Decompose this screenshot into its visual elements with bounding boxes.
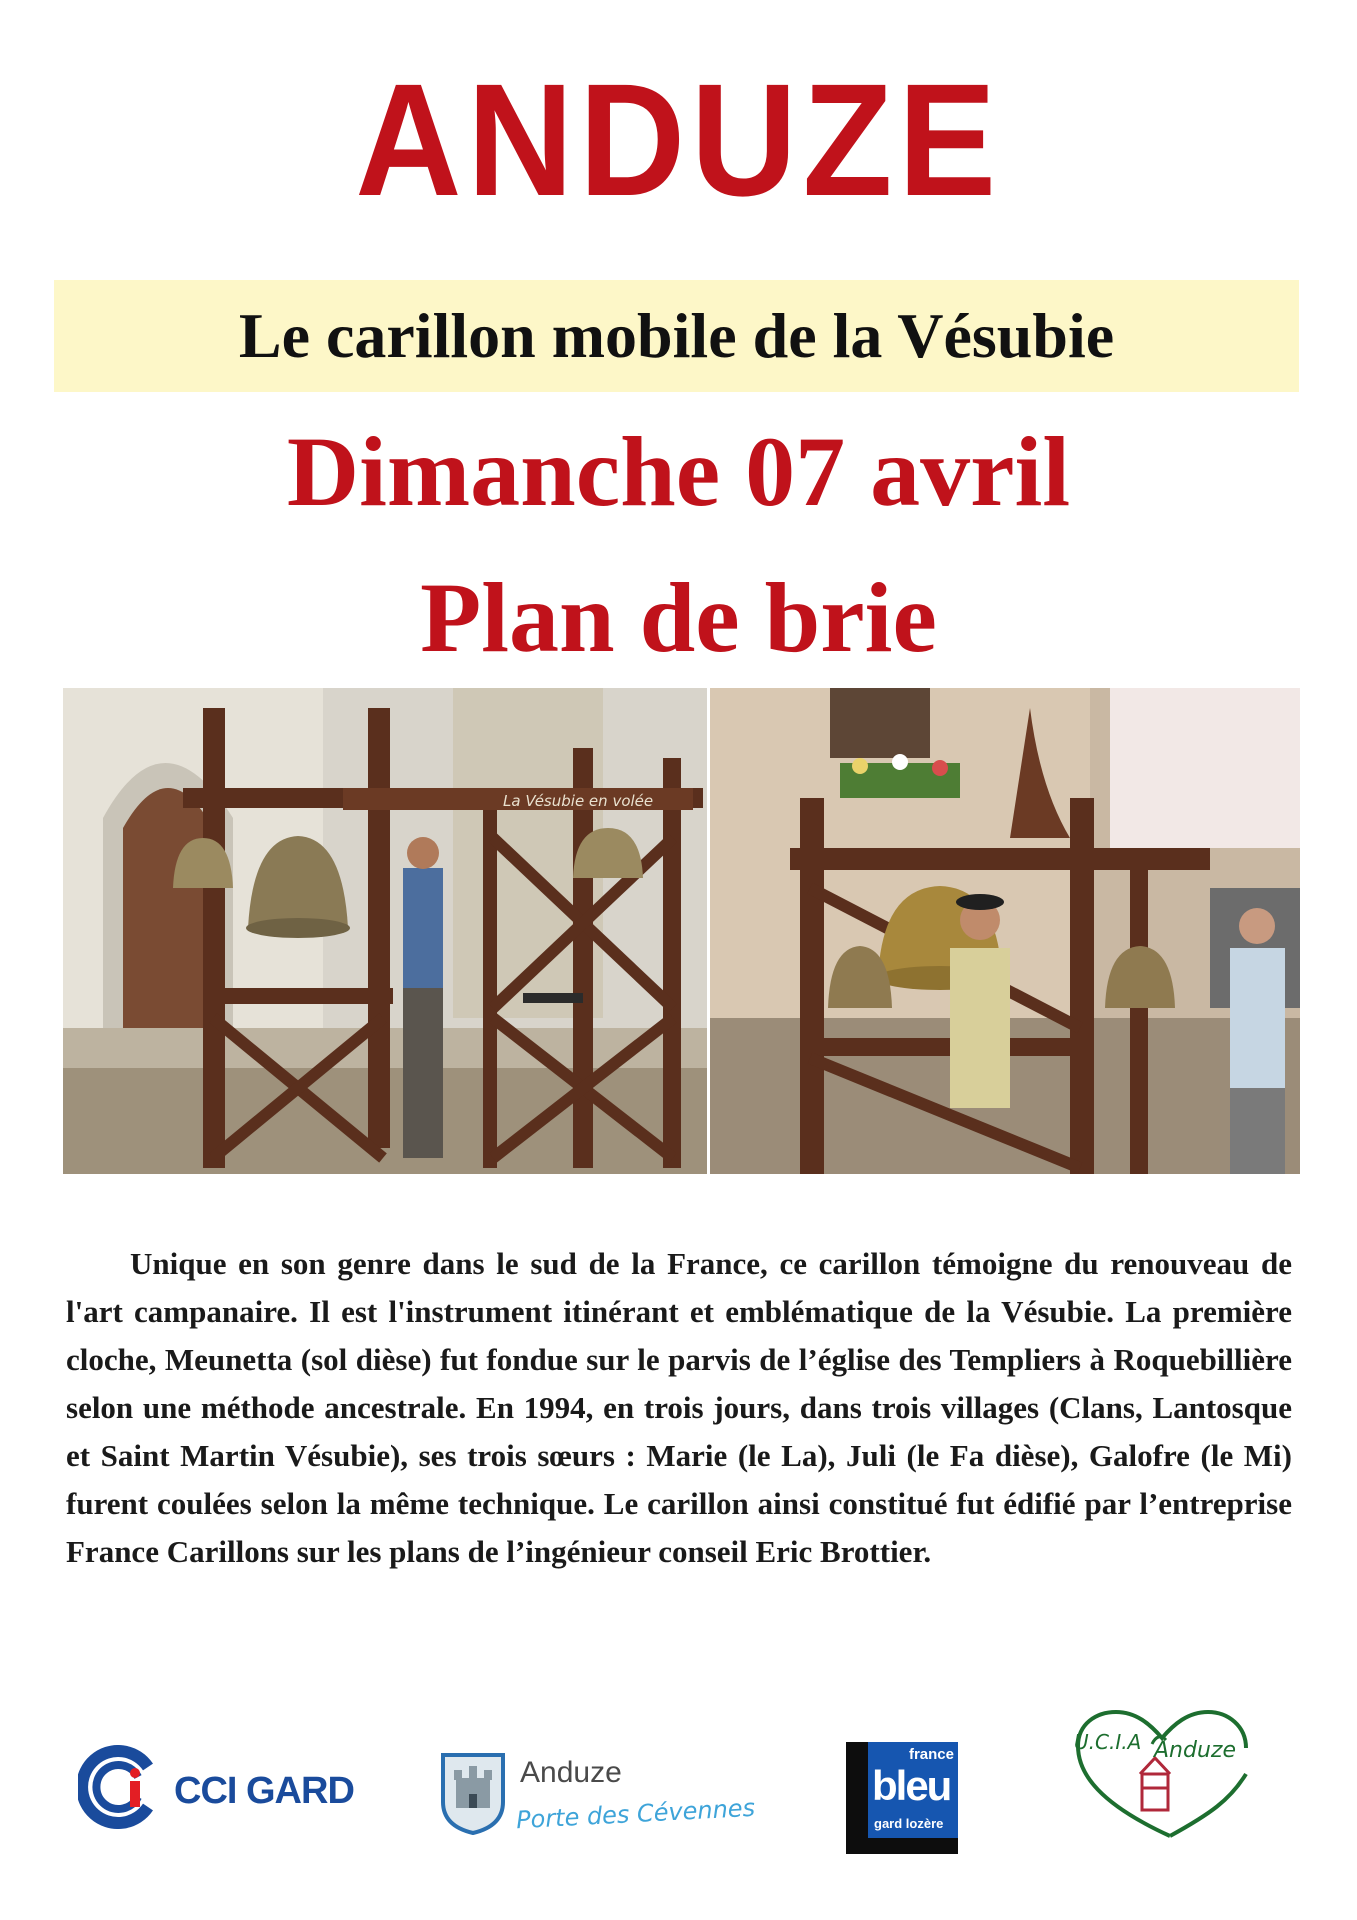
cci-emblem-icon xyxy=(78,1745,162,1829)
subtitle: Le carillon mobile de la Vésubie xyxy=(238,300,1115,371)
anduze-name: Anduze xyxy=(520,1756,622,1789)
event-place: Plan de brie xyxy=(420,562,937,673)
description-paragraph: Unique en son genre dans le sud de la France, ce carillon témoigne du renouveau de l'art campanaire. Il est l'instrument itinérant et emblématique de la Vésubie. La première cloche, Meunetta (sol dièse) fut fondue sur le parvis de l’église des Templiers à Roquebillière selon une méthode ancestrale. En 1994, en trois jours, dans trois villages (Clans, Lantosque et Saint Martin Vésubie), ses trois sœurs : Marie (le La), Juli (le Fa dièse), Galofre (le Mi) furent coulées selon la même technique. Le carillon ainsi constitué fut édifié par l’entreprise France Carillons sur les plans de l’ingénieur conseil Eric Brottier. xyxy=(66,1246,1292,1569)
france-bleu-panel xyxy=(868,1742,958,1838)
anduze-shield-icon xyxy=(440,1752,506,1836)
france-bleu-logo xyxy=(846,1742,958,1854)
anduze-town-logo xyxy=(440,1748,760,1848)
ucia-heart-icon xyxy=(1070,1704,1270,1844)
page-title: ANDUZE xyxy=(355,50,1002,229)
france-bleu-sub: gard lozère xyxy=(874,1816,944,1831)
photo-carillon-village xyxy=(63,688,707,1174)
cci-gard-text: CCI GARD xyxy=(174,1770,354,1812)
cci-gard-logo xyxy=(78,1740,368,1850)
ucia-text: U.C.I.A xyxy=(1074,1730,1142,1754)
france-bleu-top: france xyxy=(908,1746,954,1763)
france-bleu-main: bleu xyxy=(872,1762,951,1809)
subtitle-band xyxy=(54,280,1299,392)
event-date: Dimanche 07 avril xyxy=(286,416,1071,527)
ucia-town: Anduze xyxy=(1154,1738,1236,1763)
sign-la-vesubie: La Vésubie en volée xyxy=(503,792,654,810)
photo-carillon-ringer xyxy=(710,688,1300,1174)
anduze-tagline: Porte des Cévennes xyxy=(515,1793,756,1835)
ucia-anduze-logo xyxy=(1070,1704,1270,1844)
